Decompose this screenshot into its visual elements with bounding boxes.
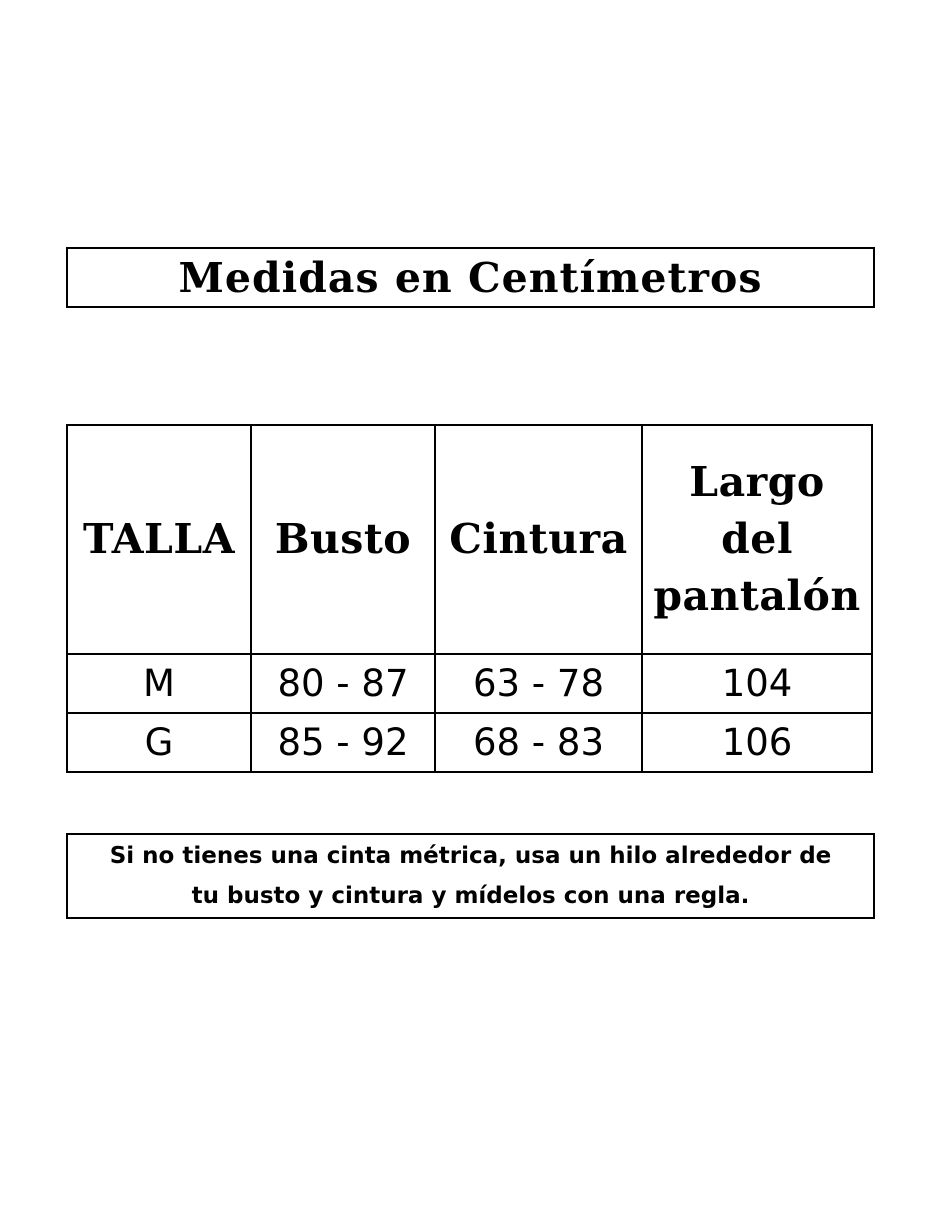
header-talla: TALLA bbox=[67, 425, 251, 654]
measuring-note: Si no tienes una cinta métrica, usa un hilo alrededor de tu busto y cintura y mídelos con una regla. bbox=[109, 843, 832, 909]
size-table bbox=[66, 424, 873, 773]
title-box bbox=[66, 247, 875, 308]
page-title: Medidas en Centímetros bbox=[178, 253, 763, 302]
cell-busto: 85 - 92 bbox=[251, 713, 435, 772]
cell-largo: 106 bbox=[642, 713, 872, 772]
cell-busto: 80 - 87 bbox=[251, 654, 435, 713]
cell-talla: G bbox=[67, 713, 251, 772]
cell-talla: M bbox=[67, 654, 251, 713]
table-row bbox=[67, 713, 872, 772]
cell-cintura: 63 - 78 bbox=[435, 654, 642, 713]
header-largo-pantalon: Largo del pantalón bbox=[642, 425, 872, 654]
header-cintura: Cintura bbox=[435, 425, 642, 654]
header-busto: Busto bbox=[251, 425, 435, 654]
cell-largo: 104 bbox=[642, 654, 872, 713]
cell-cintura: 68 - 83 bbox=[435, 713, 642, 772]
table-row bbox=[67, 654, 872, 713]
note-box bbox=[66, 833, 875, 919]
header-row bbox=[67, 425, 872, 654]
